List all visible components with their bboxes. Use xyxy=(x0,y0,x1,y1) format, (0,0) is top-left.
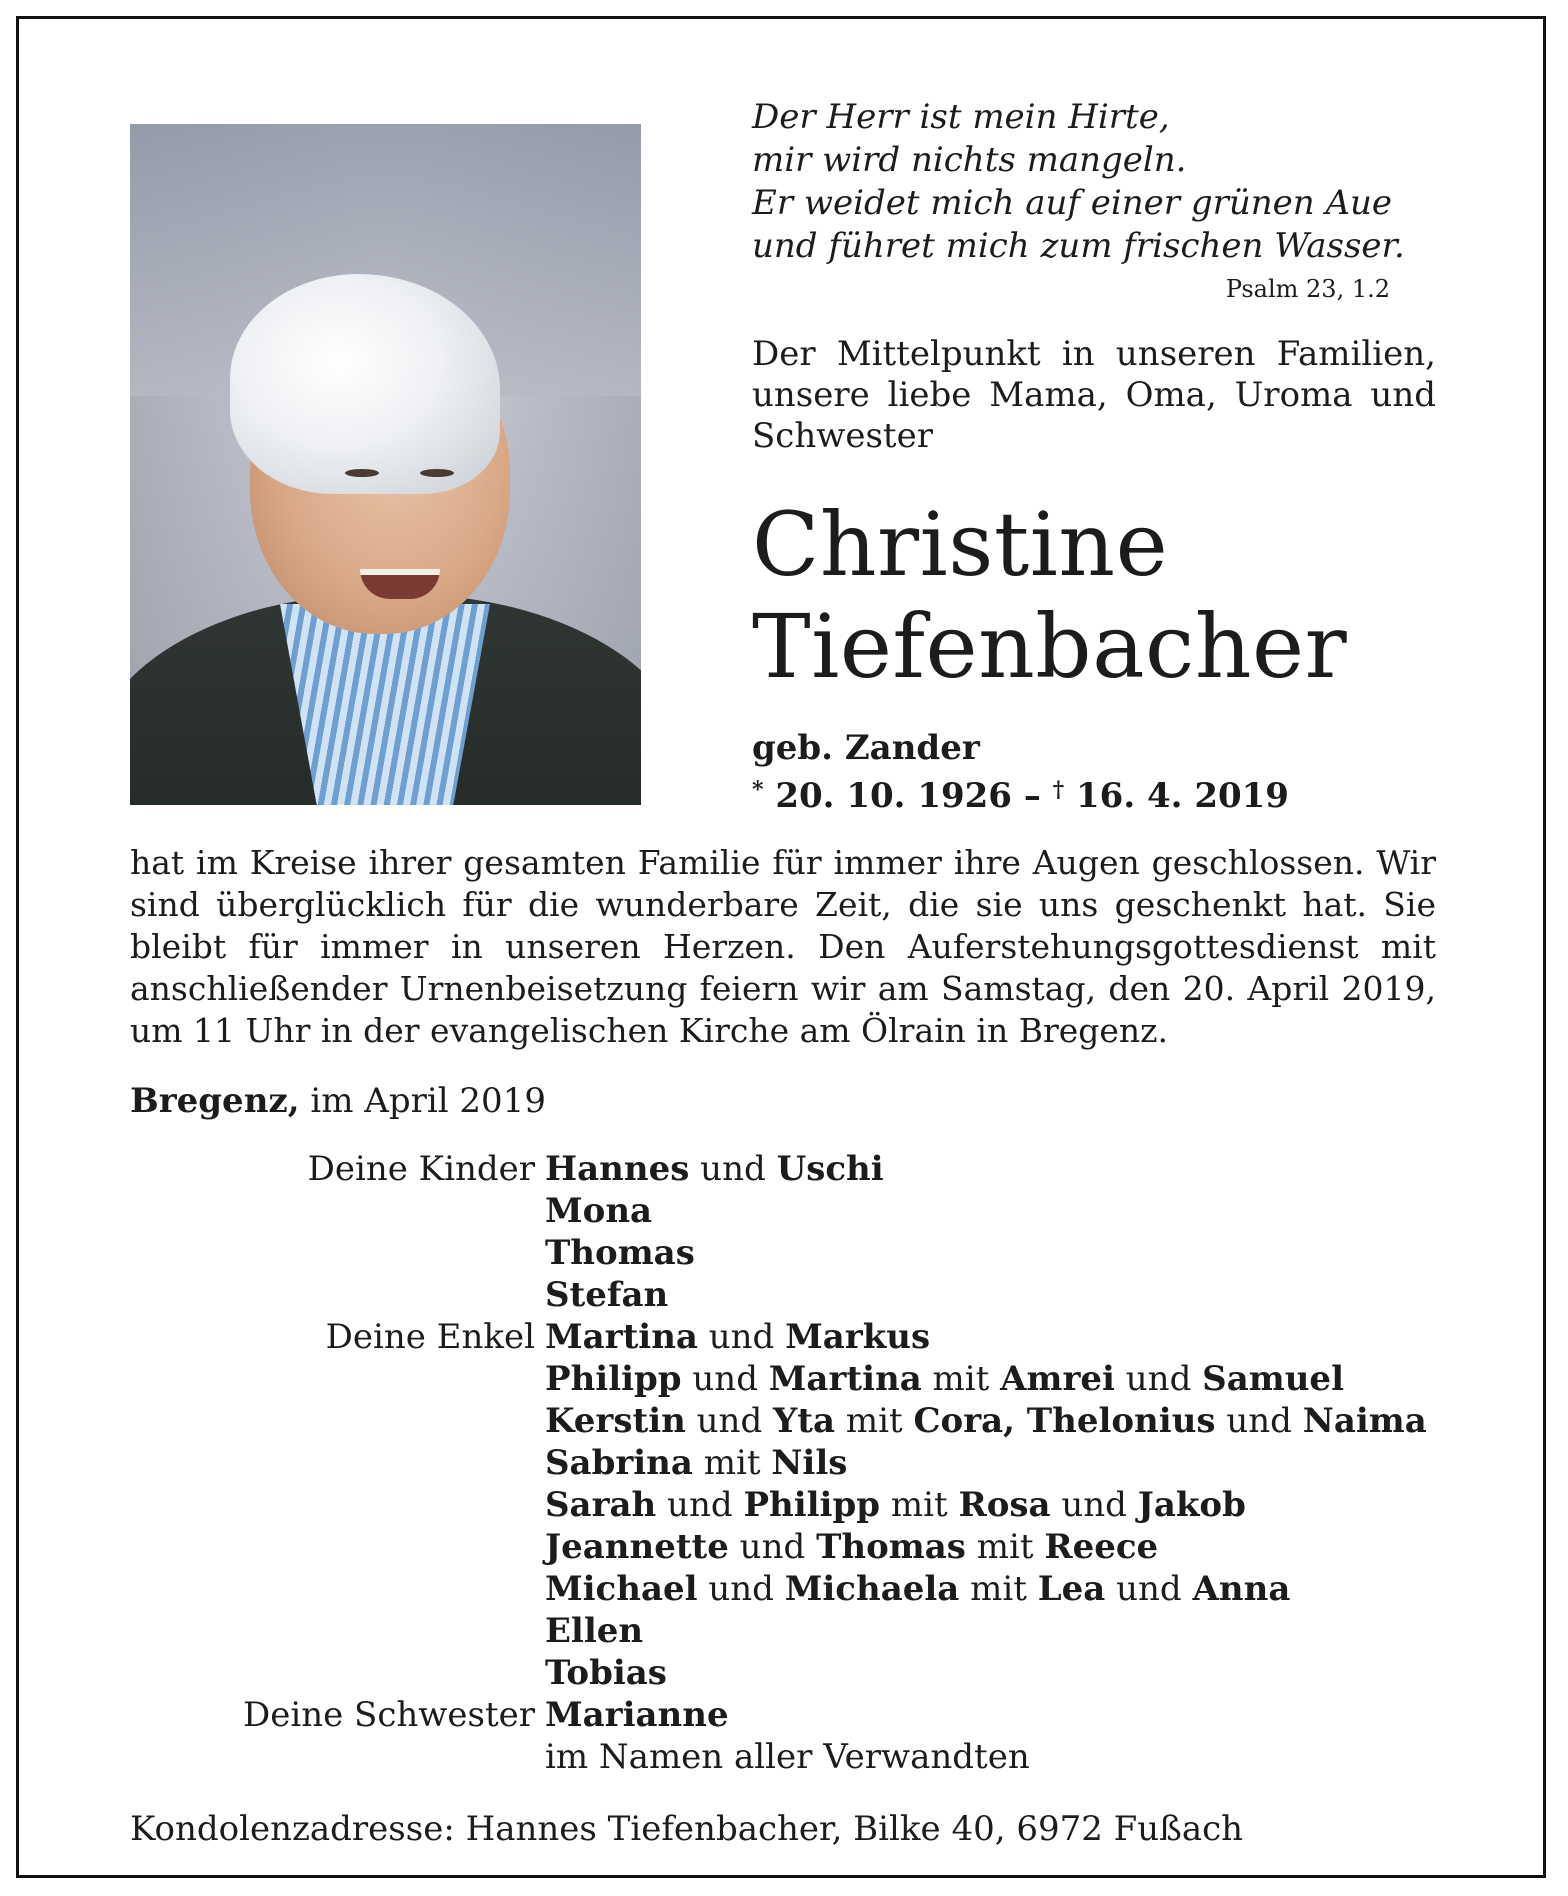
connector-text: mit xyxy=(959,1569,1038,1609)
member-name: Michaela xyxy=(784,1569,960,1609)
member-name: Nils xyxy=(771,1443,848,1483)
member-name: Philipp xyxy=(545,1359,682,1399)
family-row xyxy=(130,1274,1470,1316)
family-members xyxy=(545,1736,1030,1778)
family-members xyxy=(545,1358,1344,1400)
member-name: Uschi xyxy=(776,1149,884,1189)
last-name: Tiefenbacher xyxy=(752,595,1348,698)
family-list xyxy=(130,1148,1470,1778)
life-dates xyxy=(752,770,1289,817)
psalm-reference: Psalm 23, 1.2 xyxy=(1225,275,1390,303)
connector-text: mit xyxy=(835,1401,914,1441)
family-members xyxy=(545,1568,1290,1610)
family-row xyxy=(130,1484,1470,1526)
family-row xyxy=(130,1190,1470,1232)
member-name: Martina xyxy=(545,1317,698,1357)
death-symbol: † xyxy=(1052,777,1065,803)
family-members xyxy=(545,1610,643,1652)
connector-text: und xyxy=(685,1401,774,1441)
family-group-label xyxy=(130,1526,545,1568)
first-name: Christine xyxy=(752,493,1169,596)
connector-text: mit xyxy=(692,1443,772,1483)
family-members xyxy=(545,1274,668,1316)
member-name: Rosa xyxy=(958,1485,1051,1525)
family-members xyxy=(545,1484,1246,1526)
maiden-name: geb. Zander xyxy=(752,728,980,768)
member-name: Thomas xyxy=(545,1233,695,1273)
family-row xyxy=(130,1442,1470,1484)
connector-text: und xyxy=(1105,1569,1193,1609)
connector-text: mit xyxy=(965,1527,1045,1567)
member-name: Sarah xyxy=(545,1485,657,1525)
member-name: Martina xyxy=(768,1359,922,1399)
family-group-label xyxy=(130,1652,545,1694)
member-name: Markus xyxy=(785,1317,931,1357)
connector-text: und xyxy=(697,1317,786,1357)
deceased-name xyxy=(752,494,1347,698)
family-row xyxy=(130,1652,1470,1694)
member-name: Hannes xyxy=(545,1149,690,1189)
family-group-label xyxy=(130,1484,545,1526)
place: Bregenz, xyxy=(130,1081,300,1121)
member-name: Kerstin xyxy=(545,1401,686,1441)
family-group-label xyxy=(130,1400,545,1442)
family-group-label xyxy=(130,1274,545,1316)
psalm-line: Er weidet mich auf einer grünen Aue xyxy=(752,183,1393,223)
family-group-label xyxy=(130,1610,545,1652)
family-row xyxy=(130,1400,1470,1442)
family-row xyxy=(130,1610,1470,1652)
condolence-address: Kondolenzadresse: Hannes Tiefenbacher, Bilke 40, 6972 Fußach xyxy=(130,1809,1244,1849)
date-separator: – xyxy=(1023,776,1041,816)
family-group-label: Deine Enkel xyxy=(325,1317,535,1357)
connector-text: und xyxy=(689,1149,777,1189)
member-name: Anna xyxy=(1192,1569,1291,1609)
connector-text: mit xyxy=(921,1359,1001,1399)
member-name: Stefan xyxy=(545,1275,669,1315)
family-members xyxy=(545,1232,695,1274)
member-name: Reece xyxy=(1044,1527,1159,1567)
family-group-label xyxy=(130,1190,545,1232)
member-name: Amrei xyxy=(1000,1359,1115,1399)
member-name: Lea xyxy=(1037,1569,1106,1609)
birth-symbol: * xyxy=(752,777,764,803)
connector-text: mit xyxy=(880,1485,959,1525)
family-members xyxy=(545,1190,652,1232)
member-name: Thomas xyxy=(816,1527,966,1567)
family-row xyxy=(130,1526,1470,1568)
family-members xyxy=(545,1652,667,1694)
family-row xyxy=(130,1232,1470,1274)
connector-text: und xyxy=(1050,1485,1138,1525)
family-row xyxy=(130,1568,1470,1610)
family-row xyxy=(130,1358,1470,1400)
family-members xyxy=(545,1400,1427,1442)
family-group-label xyxy=(130,1232,545,1274)
date: im April 2019 xyxy=(299,1081,546,1121)
family-members xyxy=(545,1316,930,1358)
family-group-label xyxy=(130,1358,545,1400)
member-name: Jeannette xyxy=(545,1527,729,1567)
photo-shirt xyxy=(280,604,490,805)
connector-text: und xyxy=(656,1485,744,1525)
intro-text: Der Mittelpunkt in unseren Familien, unsere liebe Mama, Oma, Uroma und Schwester xyxy=(752,334,1436,456)
family-group-label: Deine Kinder xyxy=(307,1149,535,1189)
birth-date: 20. 10. 1926 xyxy=(775,776,1012,816)
family-members xyxy=(545,1694,729,1736)
connector-text: und xyxy=(681,1359,769,1399)
member-name: Sabrina xyxy=(545,1443,693,1483)
family-group-label xyxy=(130,1442,545,1484)
member-name: Michael xyxy=(545,1569,698,1609)
announcement-text: hat im Kreise ihrer gesamten Familie für immer ihre Augen geschlossen. Wir sind überglücklich für die wunderbare Zeit, die sie uns geschenkt hat. Sie bleibt für immer in unseren Herzen. Den Auferstehungsgottesdienst mit anschließender Urnenbeisetzung feiern wir am Samstag, den 20. April 2019, um 11 Uhr in der evangelischen Kirche am Ölrain in Bregenz. xyxy=(130,843,1436,1050)
family-row xyxy=(130,1736,1470,1778)
member-name: Marianne xyxy=(545,1695,729,1735)
member-name: Mona xyxy=(545,1191,653,1231)
psalm-verse xyxy=(752,96,1405,268)
connector-text: und xyxy=(697,1569,785,1609)
portrait-photo xyxy=(130,124,641,805)
connector-text: im Namen aller Verwandten xyxy=(545,1737,1030,1777)
family-members xyxy=(545,1148,884,1190)
member-name: Tobias xyxy=(545,1653,667,1693)
member-name: Naima xyxy=(1302,1401,1427,1441)
family-row xyxy=(130,1694,1470,1736)
psalm-line: und führet mich zum frischen Wasser. xyxy=(752,226,1405,266)
member-name: Yta xyxy=(773,1401,836,1441)
family-group-label xyxy=(130,1736,545,1778)
family-members xyxy=(545,1526,1158,1568)
member-name: Philipp xyxy=(743,1485,881,1525)
death-date: 16. 4. 2019 xyxy=(1076,776,1289,816)
family-group-label: Deine Schwester xyxy=(242,1695,535,1735)
member-name: Cora, Thelonius xyxy=(913,1401,1216,1441)
place-date xyxy=(130,1080,546,1122)
family-group-label xyxy=(130,1568,545,1610)
member-name: Ellen xyxy=(545,1611,644,1651)
family-row xyxy=(130,1316,1470,1358)
psalm-line: mir wird nichts mangeln. xyxy=(752,140,1187,180)
photo-eye-right xyxy=(420,469,454,477)
family-members xyxy=(545,1442,847,1484)
family-row xyxy=(130,1148,1470,1190)
connector-text: und xyxy=(728,1527,817,1567)
member-name: Samuel xyxy=(1202,1359,1344,1399)
photo-eye-left xyxy=(345,469,379,477)
member-name: Jakob xyxy=(1137,1485,1246,1525)
connector-text: und xyxy=(1215,1401,1303,1441)
psalm-line: Der Herr ist mein Hirte, xyxy=(752,97,1170,137)
connector-text: und xyxy=(1114,1359,1203,1399)
